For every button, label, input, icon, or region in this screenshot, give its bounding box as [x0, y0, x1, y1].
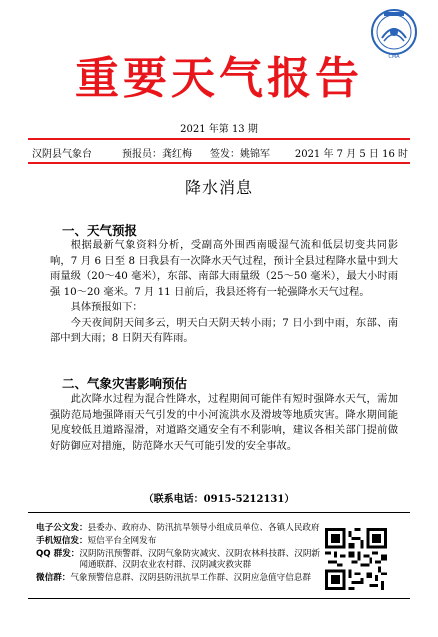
- distribution-row: [36, 523, 321, 534]
- section-heading-impact: 二、气象灾害影响预估: [62, 376, 188, 391]
- section-heading-forecast: 一、天气预报: [62, 223, 138, 238]
- footer-top-rule: [28, 512, 410, 513]
- distribution-label: 手机短信发：: [36, 536, 88, 546]
- distribution-value: 县委办、政府办、防汛抗旱领导小组成员单位、各镇人民政府: [87, 523, 320, 533]
- distribution-label: 电子公文发：: [36, 523, 88, 533]
- issuer: 签发：姚锦军: [210, 149, 270, 160]
- forecast-detail-intro: 具体预报如下：: [70, 301, 143, 313]
- forecast-paragraph: 根据最新气象资料分析，受副高外围西南暖湿气流和低层切变共同影响，7 月 6 日至 8 日我县有一次降水天气过程，预计全县过程降水量中到大雨量级（20～40 毫米），东部、南部大雨量级（25～50 毫米），最大小时雨强 10～20 毫米。7 月 11 日前后，我县还将有一轮强降水天气过程。: [50, 239, 398, 298]
- qr-code-icon: [325, 528, 387, 590]
- report-masthead: 重要天气报告: [75, 53, 363, 104]
- footer-bottom-rule: [28, 598, 410, 599]
- issuing-org: 汉阴县气象台: [32, 149, 92, 160]
- distribution-value: 汉阴防汛预警群、汉阴气象防灾减灾、汉阴农林科技群、汉阴新闻通联群、汉阴农业农村群、汉阴减灾救灾群: [79, 549, 321, 570]
- report-meta: [32, 145, 408, 159]
- header-divider: [28, 138, 410, 140]
- impact-paragraph: 此次降水过程为混合性降水，过程期间可能伴有短时强降水天气，需加强防范局地强降雨天气引发的中小河流洪水及滑坡等地质灾害。降水期间能见度较低且道路湿滑，对道路交通安全有不利影响，建议各相关部门提前做好防御应对措施，防范降水天气可能引发的安全事故。: [50, 393, 398, 452]
- impact-body: [50, 392, 398, 454]
- issue-date: 2021 年 7 月 5 日 16 时: [294, 149, 408, 160]
- distribution-row: [36, 536, 321, 547]
- distribution-value: 气象预警信息群、汉阴县防汛抗旱工作群、汉阴应急值守信息群: [70, 573, 312, 583]
- distribution-value: 短信平台全网发布: [87, 536, 157, 546]
- issue-number: 2021 年第 13 期: [180, 124, 258, 135]
- distribution-row: [36, 573, 321, 584]
- distribution-label: 微信群：: [36, 573, 71, 583]
- forecast-detail: 今天夜间阴天间多云，明天白天阴天转小雨；7 日小到中雨，东部、南部中到大雨；8 日阴天有阵雨。: [50, 316, 398, 344]
- forecast-body: [50, 238, 398, 347]
- meta-divider: [28, 162, 410, 164]
- distribution-list: [36, 523, 321, 584]
- contact-phone: （联系电话：0915-5212131）: [143, 494, 295, 505]
- distribution-row: [36, 549, 321, 571]
- svg-text:CMA: CMA: [388, 54, 400, 60]
- document-title: 降水消息: [184, 178, 253, 197]
- distribution-label: QQ 群发：: [36, 549, 80, 559]
- forecaster: 预报员：龚红梅: [122, 149, 192, 160]
